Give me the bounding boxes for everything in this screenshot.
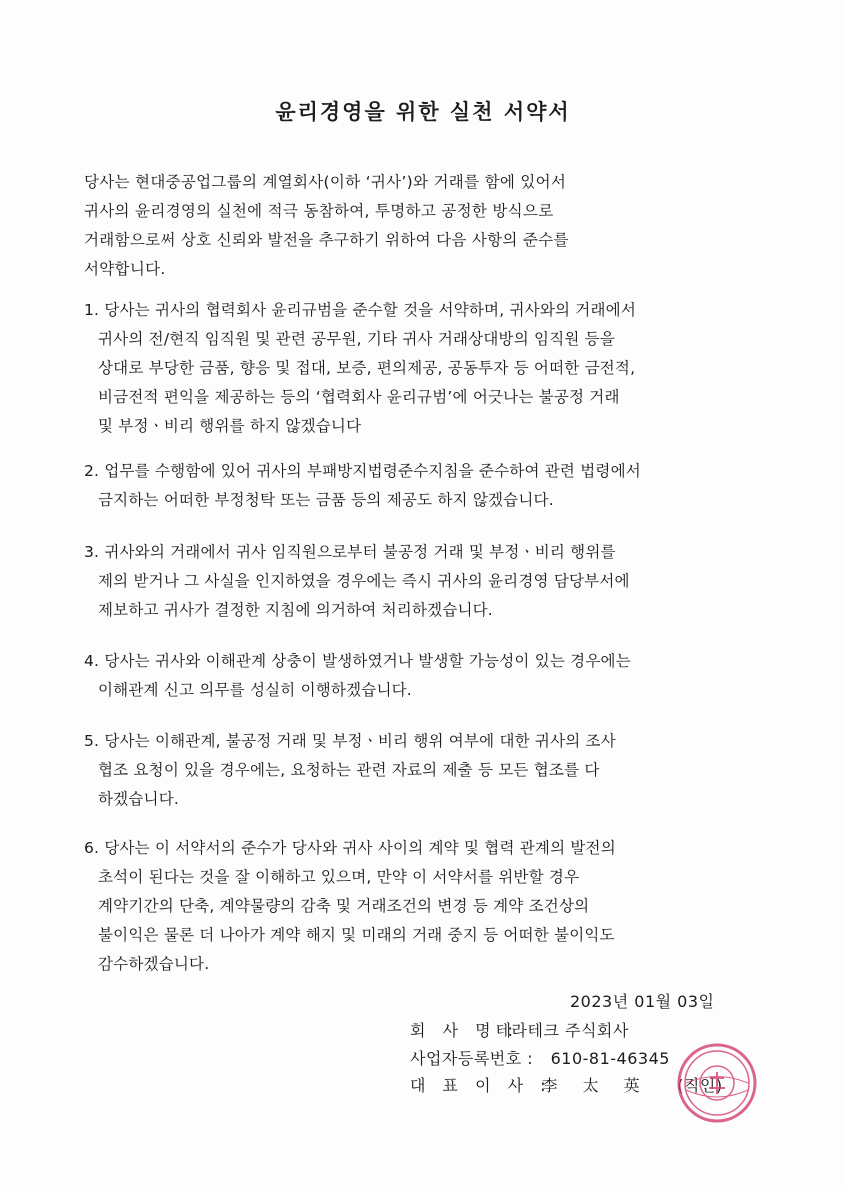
- clause-line: 이해관계 신고 의무를 성실히 이행하겠습니다.: [98, 681, 412, 699]
- registration-number: 610-81-46345: [550, 1049, 670, 1068]
- clause-line: 비금전적 편익을 제공하는 등의 ‘협력회사 윤리규범’에 어긋나는 불공정 거래: [98, 388, 620, 406]
- clause-1: [84, 296, 774, 441]
- ceo-label: 대 표 이 사 :: [410, 1076, 552, 1095]
- intro-line: 귀사의 윤리경영의 실천에 적극 동참하여, 투명하고 공정한 방식으로: [84, 202, 554, 220]
- clause-line: 5. 당사는 이해관계, 불공정 거래 및 부정ㆍ비리 행위 여부에 대한 귀사의 조사: [84, 732, 616, 750]
- clause-line: 4. 당사는 귀사와 이해관계 상충이 발생하였거나 발생할 가능성이 있는 경우에는: [84, 652, 631, 670]
- clause-line: 1. 당사는 귀사의 협력회사 윤리규범을 준수할 것을 서약하며, 귀사와의 거래에서: [84, 301, 636, 319]
- company-seal-stamp: [676, 1042, 758, 1124]
- clause-line: 금지하는 어떠한 부정청탁 또는 금품 등의 제공도 하지 않겠습니다.: [98, 491, 554, 509]
- clause-line: 제의 받거나 그 사실을 인지하였을 경우에는 즉시 귀사의 윤리경영 담당부서에: [98, 572, 630, 590]
- clause-line: 협조 요청이 있을 경우에는, 요청하는 관련 자료의 제출 등 모든 협조를 다: [98, 761, 600, 779]
- seal-mark: (직인): [677, 1076, 723, 1095]
- clause-line: 3. 귀사와의 거래에서 귀사 임직원으로부터 불공정 거래 및 부정ㆍ비리 행위를: [84, 543, 616, 561]
- company-name: 테라테크 주식회사: [495, 1021, 629, 1040]
- clause-line: 6. 당사는 이 서약서의 준수가 당사와 귀사 사이의 계약 및 협력 관계의 발전의: [84, 839, 616, 857]
- ceo-name: 李 太 英: [541, 1076, 650, 1095]
- clause-line: 제보하고 귀사가 결정한 지침에 의거하여 처리하겠습니다.: [98, 601, 493, 619]
- intro-line: 거래함으로써 상호 신뢰와 발전을 추구하기 위하여 다음 사항의 준수를: [84, 231, 569, 249]
- clause-line: 2. 업무를 수행함에 있어 귀사의 부패방지법령준수지침을 준수하여 관련 법령에서: [84, 462, 641, 480]
- clause-line: 귀사의 전/현직 임직원 및 관련 공무원, 기타 귀사 거래상대방의 임직원 등을: [98, 330, 616, 348]
- clause-line: 및 부정ㆍ비리 행위를 하지 않겠습니다: [98, 417, 362, 435]
- registration-label: 사업자등록번호 :: [410, 1049, 534, 1068]
- intro-line: 서약합니다.: [84, 260, 166, 278]
- clause-2: [84, 457, 774, 515]
- company-label: 회 사 명 :: [410, 1021, 520, 1040]
- registration-row: [410, 1046, 670, 1069]
- clause-5: [84, 727, 774, 814]
- intro-line: 당사는 현대중공업그룹의 계열회사(이하 ‘귀사’)와 거래를 함에 있어서: [84, 173, 567, 191]
- clause-line: 계약기간의 단축, 계약물량의 감축 및 거래조건의 변경 등 계약 조건상의: [98, 897, 590, 915]
- intro-paragraph: [84, 168, 764, 284]
- clause-4: [84, 647, 774, 705]
- signature-date: 2023년 01월 03일: [570, 992, 715, 1011]
- clause-line: 하겠습니다.: [98, 790, 179, 808]
- clause-line: 초석이 된다는 것을 잘 이해하고 있으며, 만약 이 서약서를 위반할 경우: [98, 868, 580, 886]
- company-row: [410, 1018, 629, 1041]
- clause-3: [84, 538, 774, 625]
- clause-line: 상대로 부당한 금품, 향응 및 접대, 보증, 편의제공, 공동투자 등 어떠한 금전적,: [98, 359, 636, 377]
- clause-6: [84, 834, 774, 979]
- clause-line: 감수하겠습니다.: [98, 955, 210, 973]
- clause-line: 불이익은 물론 더 나아가 계약 해지 및 미래의 거래 중지 등 어떠한 불이익도: [98, 926, 615, 944]
- document-title: 윤리경영을 위한 실천 서약서: [275, 100, 571, 124]
